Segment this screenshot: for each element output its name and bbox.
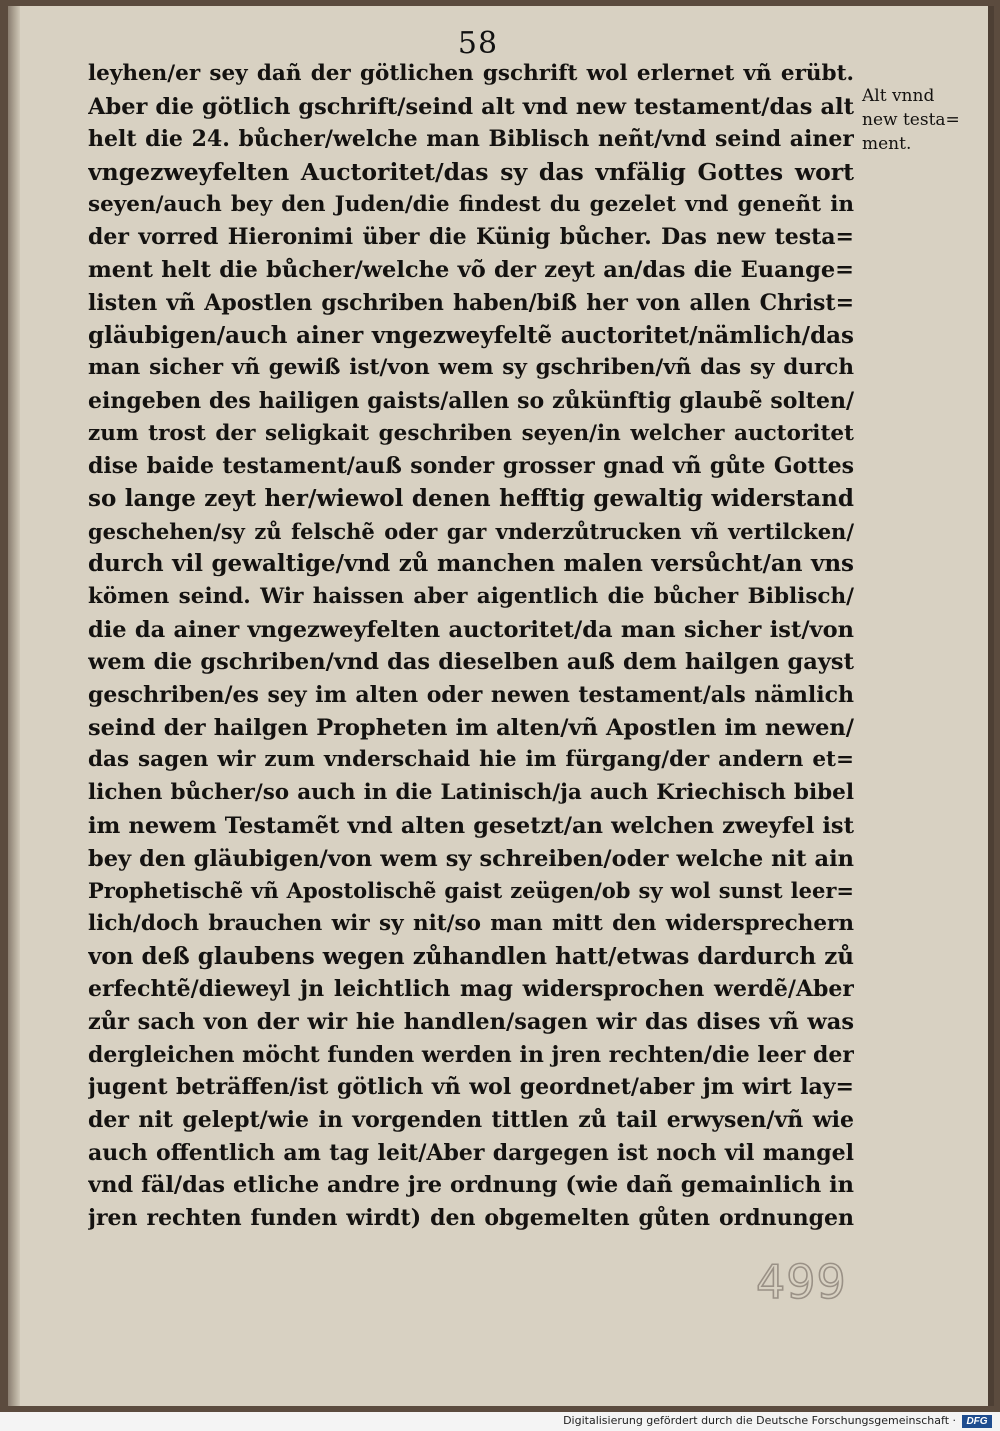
page-gutter <box>8 6 20 1406</box>
text-line: kömen seind. Wir haissen aber aigentlich die bůcher Biblisch/ <box>88 584 854 609</box>
text-line: wem die gschriben/vnd das dieselben auß dem hailgen gayst <box>88 649 854 676</box>
text-line: das sagen wir zum vnderschaid hie im fürgang/der andern et= <box>88 747 854 773</box>
text-line: im newem Testamẽt vnd alten gesetzt/an welchen zweyfel ist <box>88 812 854 839</box>
text-line: man sicher vñ gewiß ist/von wem sy gschriben/vñ das sy durch <box>88 355 854 381</box>
page-number: 58 <box>457 26 499 61</box>
text-line: vngezweyfelten Auctoritet/das sy das vnfälig Gottes wort <box>88 158 854 187</box>
text-line: jugent beträffen/ist götlich vñ wol geordnet/aber jm wirt lay= <box>88 1074 854 1101</box>
text-line: geschriben/es sey im alten oder newen testament/als nämlich <box>88 682 854 709</box>
text-line: seyen/auch bey den Juden/die findest du gezelet vnd geneñt in <box>88 191 854 217</box>
text-line: so lange zeyt her/wiewol denen hefftig gewaltig widerstand <box>88 484 854 512</box>
pencil-annotation: 499 <box>756 1255 847 1309</box>
text-line: dise baide testament/auß sonder grosser gnad vñ gůte Gottes <box>88 453 854 480</box>
text-line: von deß glaubens wegen zůhandlen hatt/etwas dardurch zů <box>88 942 854 970</box>
text-line: ment helt die bůcher/welche võ der zeyt an/das die Euange= <box>88 257 854 284</box>
body-text <box>88 58 854 1235</box>
text-line: lich/doch brauchen wir sy nit/so man mitt den widersprechern <box>88 910 854 936</box>
margin-note-line: ment. <box>862 134 912 154</box>
text-line: eingeben des hailigen gaists/allen so zůkünftig glaubẽ solten/ <box>88 387 854 414</box>
text-line: gläubigen/auch ainer vngezweyfeltẽ auctoritet/nämlich/das <box>88 321 854 349</box>
text-line: geschehen/sy zů felschẽ oder gar vnderzůtrucken vñ vertilcken/ <box>88 518 854 544</box>
footer-bar <box>0 1412 1000 1431</box>
text-line: listen vñ Apostlen gschriben haben/biß her von allen Christ= <box>88 289 854 316</box>
text-line: Aber die götlich gschrift/seind alt vnd new testament/das alt <box>88 93 854 120</box>
text-line: die da ainer vngezweyfelten auctoritet/da man sicher ist/von <box>88 616 854 643</box>
text-line: vnd fäl/das etliche andre jre ordnung (wie dañ gemainlich in <box>88 1172 854 1199</box>
text-line: zum trost der seligkait geschriben seyen/in welcher auctoritet <box>88 420 854 446</box>
text-line: der nit gelept/wie in vorgenden tittlen zů tail erwysen/vñ wie <box>88 1107 854 1133</box>
text-line: dergleichen möcht funden werden in jren rechten/die leer der <box>88 1041 854 1068</box>
text-line: zůr sach von der wir hie handlen/sagen wir das dises vñ was <box>88 1008 854 1035</box>
text-line: seind der hailgen Propheten im alten/vñ Apostlen im newen/ <box>88 714 854 741</box>
funding-credit: Digitalisierung gefördert durch die Deutsche Forschungsgemeinschaft · <box>563 1414 956 1427</box>
text-line: Prophetischẽ vñ Apostolischẽ gaist zeügen/ob sy wol sunst leer= <box>88 878 854 904</box>
text-line: helt die 24. bůcher/welche man Biblisch neñt/vnd seind ainer <box>88 126 854 153</box>
margin-note <box>862 84 972 156</box>
margin-note-line: new testa= <box>862 110 960 130</box>
dfg-logo: DFG <box>962 1415 992 1428</box>
text-line: der vorred Hieronimi über die Künig bůcher. Das new testa= <box>88 224 854 251</box>
margin-note-line: Alt vnnd <box>862 86 935 106</box>
text-line: jren rechten funden wirdt) den obgemelten gůten ordnungen <box>88 1205 854 1232</box>
text-line: leyhen/er sey dañ der götlichen gschrift wol erlernet vñ erübt. <box>88 61 854 86</box>
text-line: durch vil gewaltige/vnd zů manchen malen versůcht/an vns <box>88 550 854 578</box>
text-line: lichen bůcher/so auch in die Latinisch/ja auch Kriechisch bibel <box>88 780 854 806</box>
text-line: auch offentlich am tag leit/Aber dargegen ist noch vil mangel <box>88 1139 854 1166</box>
text-line: bey den gläubigen/von wem sy schreiben/oder welche nit ain <box>88 845 854 872</box>
text-line: erfechtẽ/dieweyl jn leichtlich mag widersprochen werdẽ/Aber <box>88 976 854 1003</box>
